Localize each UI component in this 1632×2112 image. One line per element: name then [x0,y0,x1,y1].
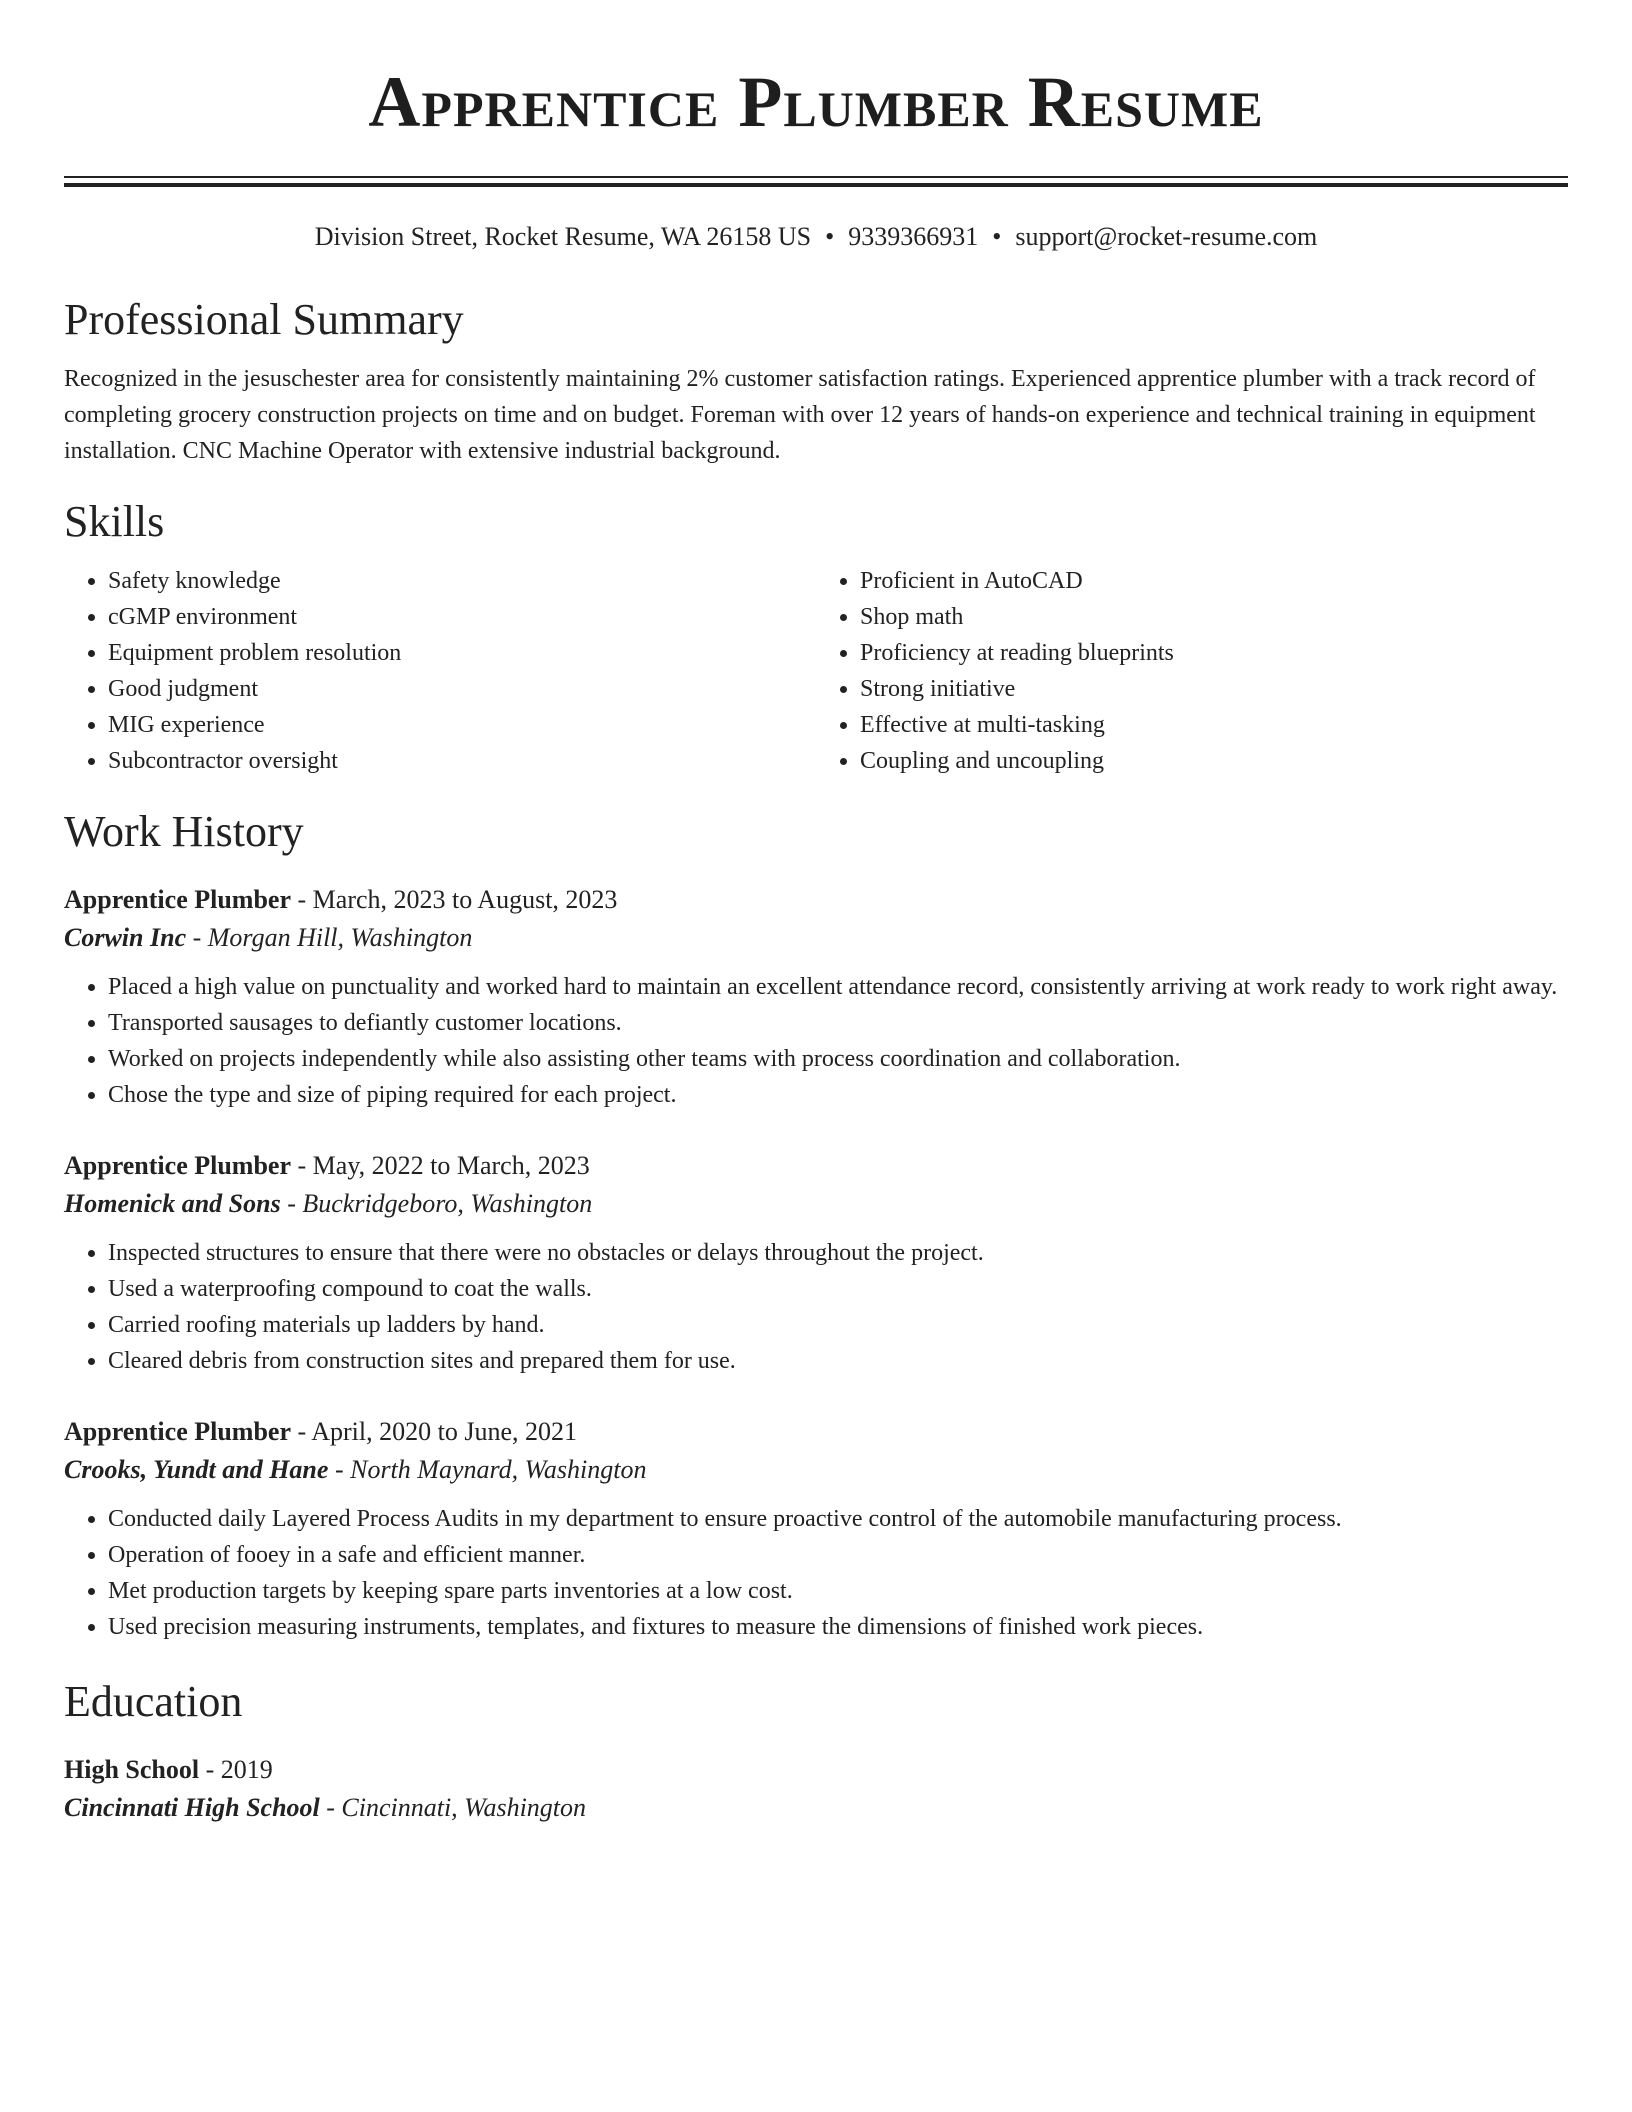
skills-heading: Skills [64,497,165,546]
job-location: - North Maynard, Washington [328,1455,647,1484]
job-dates: - April, 2020 to June, 2021 [291,1417,577,1446]
skill-item: • Proficiency at reading blueprints [860,635,1568,671]
skills-column-left [64,563,816,779]
duty-item: • Used a waterproofing compound to coat the walls. [108,1271,1568,1307]
contact-phone: 9339366931 [848,222,979,251]
title-divider [64,176,1568,187]
job-company-line [64,1185,1568,1223]
skill-item: • Strong initiative [860,671,1568,707]
job-company-line [64,1451,1568,1489]
summary-heading: Professional Summary [64,295,464,344]
skill-item: • Shop math [860,599,1568,635]
skill-item: • MIG experience [108,707,816,743]
work-history-heading: Work History [64,807,304,856]
job-duties [64,1501,1568,1645]
education-heading: Education [64,1677,243,1726]
education-year: - 2019 [199,1755,273,1784]
skill-item: • Coupling and uncoupling [860,743,1568,779]
contact-email: support@rocket-resume.com [1015,222,1318,251]
skill-item: • Subcontractor oversight [108,743,816,779]
duty-item: • Inspected structures to ensure that there were no obstacles or delays throughout the project. [108,1235,1568,1271]
job-entry [64,1413,1568,1645]
contact-separator: • [825,222,835,251]
duty-item: • Chose the type and size of piping required for each project. [108,1077,1568,1113]
duty-item: • Conducted daily Layered Process Audits in my department to ensure proactive control of the automobile manufacturing process. [108,1501,1568,1537]
skill-item: • Proficient in AutoCAD [860,563,1568,599]
job-role: Apprentice Plumber [64,885,291,914]
duty-item: • Met production targets by keeping spare parts inventories at a low cost. [108,1573,1568,1609]
job-role: Apprentice Plumber [64,1417,291,1446]
education-degree: High School [64,1755,200,1784]
summary-text: Recognized in the jesuschester area for consistently maintaining 2% customer satisfaction ratings. Experienced apprentice plumber with a track record of completing grocery construction projects on time and on budget. Foreman with over 12 years of hands-on experience and technical training in equipment installation. CNC Machine Operator with extensive industrial background. [64,366,1536,464]
job-company: Crooks, Yundt and Hane [64,1455,329,1484]
education-header [64,1751,1568,1789]
job-dates: - May, 2022 to March, 2023 [291,1151,590,1180]
duty-item: • Worked on projects independently while also assisting other teams with process coordination and collaboration. [108,1041,1568,1077]
skills-list [64,563,1568,779]
education-school-line [64,1789,1568,1827]
job-dates: - March, 2023 to August, 2023 [291,885,618,914]
education-location: - Cincinnati, Washington [319,1793,587,1822]
job-location: - Morgan Hill, Washington [186,923,473,952]
duty-item: • Transported sausages to defiantly customer locations. [108,1005,1568,1041]
job-role: Apprentice Plumber [64,1151,291,1180]
page-title: Apprentice Plumber Resume [368,62,1264,142]
skill-item: • Equipment problem resolution [108,635,816,671]
duty-item: • Used precision measuring instruments, templates, and fixtures to measure the dimensions of finished work pieces. [108,1609,1568,1645]
job-company: Homenick and Sons [64,1189,281,1218]
job-duties [64,969,1568,1113]
duty-item: • Cleared debris from construction sites and prepared them for use. [108,1343,1568,1379]
skill-item: • Good judgment [108,671,816,707]
skill-item: • Safety knowledge [108,563,816,599]
job-location: - Buckridgeboro, Washington [280,1189,593,1218]
contact-separator: • [992,222,1002,251]
job-entry [64,881,1568,1113]
contact-address: Division Street, Rocket Resume, WA 26158 US [314,222,812,251]
job-header [64,881,1568,919]
job-header [64,1147,1568,1185]
job-header [64,1413,1568,1451]
job-company: Corwin Inc [64,923,187,952]
duty-item: • Operation of fooey in a safe and efficient manner. [108,1537,1568,1573]
duty-item: • Placed a high value on punctuality and worked hard to maintain an excellent attendance record, consistently arriving at work ready to work right away. [108,969,1568,1005]
skill-item: • cGMP environment [108,599,816,635]
education-entry [64,1751,1568,1827]
skill-item: • Effective at multi-tasking [860,707,1568,743]
job-entry [64,1147,1568,1379]
skills-column-right [816,563,1568,779]
education-school: Cincinnati High School [64,1793,320,1822]
contact-line [64,221,1568,253]
job-company-line [64,919,1568,957]
duty-item: • Carried roofing materials up ladders by hand. [108,1307,1568,1343]
job-duties [64,1235,1568,1379]
